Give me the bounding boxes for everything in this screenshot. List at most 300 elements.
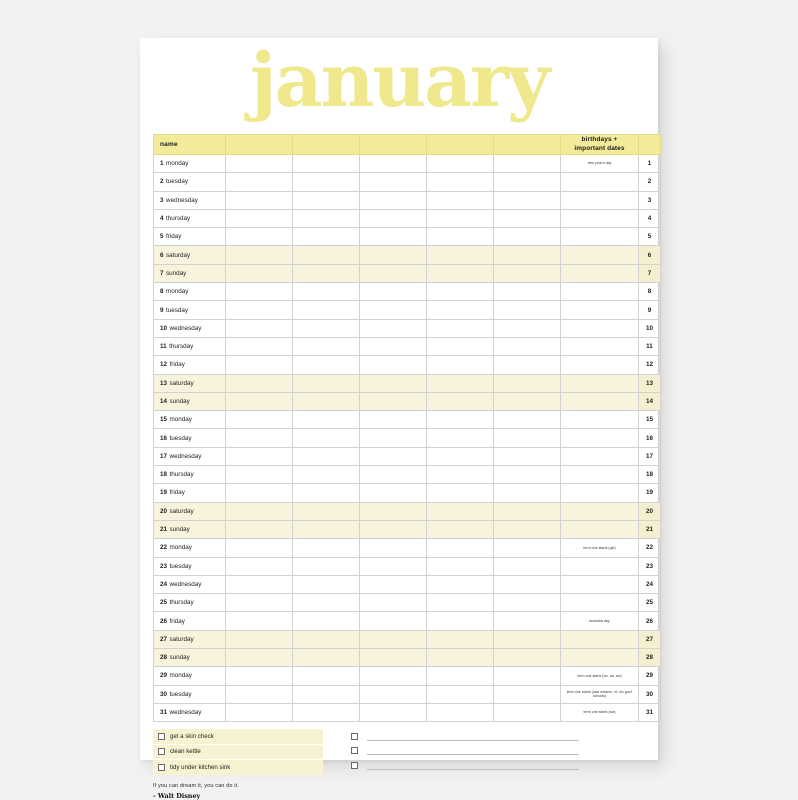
blank-entry-cell[interactable] (360, 502, 427, 520)
blank-entry-cell[interactable] (427, 411, 494, 429)
blank-entry-cell[interactable] (226, 520, 293, 538)
day-number: 17 (160, 452, 168, 460)
blank-entry-cell[interactable] (360, 594, 427, 612)
day-name: tuesday (166, 178, 189, 186)
table-row (154, 283, 661, 301)
checklist-item[interactable] (153, 729, 323, 744)
day-cell[interactable] (154, 685, 226, 703)
table-row (154, 557, 661, 575)
blank-entry-cell[interactable] (226, 374, 293, 392)
blank-entry-cell[interactable] (427, 155, 494, 173)
blank-entry-cell[interactable] (226, 484, 293, 502)
day-name: tuesday (169, 562, 192, 570)
day-cell[interactable] (154, 392, 226, 410)
blank-entry-cell[interactable] (360, 392, 427, 410)
row-day-number: 15 (639, 411, 661, 429)
blank-entry-cell[interactable] (226, 264, 293, 282)
blank-entry-cell[interactable] (293, 191, 360, 209)
blank-entry-cell[interactable] (494, 228, 561, 246)
day-number: 18 (160, 471, 168, 479)
day-number: 28 (160, 654, 168, 662)
blank-entry-cell[interactable] (226, 502, 293, 520)
blank-entry-cell[interactable] (427, 703, 494, 721)
day-name: thursday (166, 215, 191, 223)
blank-entry-cell[interactable] (360, 155, 427, 173)
blank-entry-cell[interactable] (494, 685, 561, 703)
blank-entry-cell[interactable] (494, 667, 561, 685)
blank-entry-cell[interactable] (494, 283, 561, 301)
quote-author: - Walt Disney (153, 792, 201, 800)
blank-entry-cell[interactable] (360, 685, 427, 703)
table-header-row (154, 135, 661, 155)
birthday-note-cell[interactable] (561, 356, 639, 374)
birthday-note-cell[interactable] (561, 246, 639, 264)
blank-entry-cell[interactable] (427, 337, 494, 355)
blank-entry-cell[interactable] (360, 466, 427, 484)
blank-entry-cell[interactable] (427, 612, 494, 630)
blank-entry-cell[interactable] (226, 703, 293, 721)
blank-entry-cell[interactable] (494, 520, 561, 538)
blank-entry-cell[interactable] (293, 557, 360, 575)
table-row (154, 191, 661, 209)
blank-entry-cell[interactable] (427, 429, 494, 447)
birthday-note-cell[interactable] (561, 630, 639, 648)
day-name: friday (169, 361, 185, 369)
blank-entry-cell[interactable] (226, 685, 293, 703)
blank-entry-cell[interactable] (360, 667, 427, 685)
blank-entry-cell[interactable] (494, 575, 561, 593)
birthday-note-cell[interactable]: term one starts (nsw eastern, nt, nic gov't schools) (561, 685, 639, 703)
blank-entry-cell[interactable] (360, 191, 427, 209)
day-name: thursday (169, 343, 194, 351)
blank-entry-cell[interactable] (494, 155, 561, 173)
day-name: tuesday (166, 306, 189, 314)
birthday-note-cell[interactable]: new year's day (561, 155, 639, 173)
row-day-number: 8 (639, 283, 661, 301)
blank-entry-cell[interactable] (360, 246, 427, 264)
blank-entry-cell[interactable] (360, 575, 427, 593)
blank-entry-cell[interactable] (360, 429, 427, 447)
birthday-note-cell[interactable] (561, 209, 639, 227)
blank-entry-cell[interactable] (360, 539, 427, 557)
blank-entry-cell[interactable] (494, 447, 561, 465)
blank-entry-cell[interactable] (494, 594, 561, 612)
blank-entry-cell[interactable] (360, 356, 427, 374)
day-cell[interactable] (154, 374, 226, 392)
checklist-item[interactable] (153, 744, 323, 760)
blank-entry-cell[interactable] (226, 466, 293, 484)
blank-entry-cell[interactable] (360, 484, 427, 502)
blank-entry-cell[interactable] (226, 155, 293, 173)
blank-entry-cell[interactable] (293, 356, 360, 374)
blank-entry-cell[interactable] (360, 630, 427, 648)
birthday-note-cell[interactable] (561, 337, 639, 355)
day-cell[interactable] (154, 411, 226, 429)
blank-entry-cell[interactable] (226, 667, 293, 685)
blank-entry-cell[interactable] (293, 502, 360, 520)
checkbox-icon[interactable] (351, 747, 358, 754)
blank-entry-cell[interactable] (360, 173, 427, 191)
blank-entry-cell[interactable] (360, 703, 427, 721)
birthday-note-cell[interactable] (561, 319, 639, 337)
day-number: 12 (160, 361, 168, 369)
column-header-blank-1 (226, 135, 293, 155)
day-name: saturday (169, 507, 194, 515)
day-cell[interactable] (154, 630, 226, 648)
day-number: 23 (160, 562, 168, 570)
day-cell[interactable] (154, 209, 226, 227)
blank-entry-cell[interactable] (360, 337, 427, 355)
blank-entry-cell[interactable] (226, 612, 293, 630)
blank-entry-cell[interactable] (226, 356, 293, 374)
blank-entry-cell[interactable] (427, 667, 494, 685)
blank-entry-cell[interactable] (494, 411, 561, 429)
blank-entry-cell[interactable] (360, 557, 427, 575)
blank-entry-cell[interactable] (427, 575, 494, 593)
blank-entry-cell[interactable] (494, 557, 561, 575)
table-row (154, 466, 661, 484)
blank-entry-cell[interactable] (226, 173, 293, 191)
blank-entry-cell[interactable] (293, 667, 360, 685)
birthday-note-cell[interactable] (561, 520, 639, 538)
blank-entry-cell[interactable] (494, 337, 561, 355)
birthday-note-cell[interactable] (561, 374, 639, 392)
blank-entry-cell[interactable] (293, 301, 360, 319)
blank-entry-cell[interactable] (427, 539, 494, 557)
day-name: friday (169, 489, 185, 497)
birthday-note-cell[interactable] (561, 264, 639, 282)
blank-entry-cell[interactable] (293, 155, 360, 173)
blank-entry-cell[interactable] (293, 484, 360, 502)
checkbox-icon[interactable] (158, 748, 165, 755)
day-cell[interactable] (154, 337, 226, 355)
blank-entry-cell[interactable] (293, 411, 360, 429)
blank-entry-cell[interactable] (293, 575, 360, 593)
day-cell[interactable] (154, 429, 226, 447)
blank-entry-cell[interactable] (494, 301, 561, 319)
blank-entry-cell[interactable] (427, 209, 494, 227)
birthday-note-cell[interactable] (561, 228, 639, 246)
row-day-number: 2 (639, 173, 661, 191)
blank-entry-cell[interactable] (226, 539, 293, 557)
birthday-note-cell[interactable] (561, 411, 639, 429)
birthday-note-cell[interactable] (561, 649, 639, 667)
day-cell[interactable] (154, 301, 226, 319)
blank-entry-cell[interactable] (293, 703, 360, 721)
row-day-number: 23 (639, 557, 661, 575)
day-cell[interactable] (154, 173, 226, 191)
blank-entry-cell[interactable] (427, 594, 494, 612)
day-cell[interactable] (154, 703, 226, 721)
blank-entry-cell[interactable] (427, 649, 494, 667)
day-cell[interactable] (154, 612, 226, 630)
blank-entry-cell[interactable] (293, 319, 360, 337)
blank-entry-cell[interactable] (226, 228, 293, 246)
birthday-note-cell[interactable] (561, 557, 639, 575)
blank-entry-cell[interactable] (226, 575, 293, 593)
blank-entry-cell[interactable] (494, 630, 561, 648)
day-cell[interactable] (154, 319, 226, 337)
blank-entry-cell[interactable] (360, 520, 427, 538)
blank-entry-cell[interactable] (494, 649, 561, 667)
birthday-note-cell[interactable] (561, 191, 639, 209)
day-cell[interactable] (154, 155, 226, 173)
blank-entry-cell[interactable] (427, 557, 494, 575)
blank-entry-cell[interactable] (293, 209, 360, 227)
blank-entry-cell[interactable] (293, 429, 360, 447)
blank-entry-cell[interactable] (293, 447, 360, 465)
day-name: monday (169, 544, 192, 552)
blank-entry-cell[interactable] (293, 392, 360, 410)
blank-entry-cell[interactable] (293, 520, 360, 538)
row-day-number: 12 (639, 356, 661, 374)
blank-entry-cell[interactable] (427, 319, 494, 337)
blank-entry-cell[interactable] (494, 191, 561, 209)
day-number: 9 (160, 306, 164, 314)
row-day-number: 3 (639, 191, 661, 209)
day-number: 29 (160, 672, 168, 680)
blank-entry-cell[interactable] (226, 191, 293, 209)
column-header-blank-2 (293, 135, 360, 155)
day-name: monday (166, 288, 189, 296)
blank-entry-cell[interactable] (226, 411, 293, 429)
blank-entry-cell[interactable] (226, 319, 293, 337)
blank-entry-cell[interactable] (427, 685, 494, 703)
table-row (154, 411, 661, 429)
row-day-number: 30 (639, 685, 661, 703)
birthday-note-cell[interactable]: australia day (561, 612, 639, 630)
birthday-note-cell[interactable] (561, 173, 639, 191)
day-name: sunday (169, 526, 190, 534)
blank-entry-cell[interactable] (293, 173, 360, 191)
calendar-table (153, 134, 661, 722)
checkbox-icon[interactable] (158, 733, 165, 740)
birthday-note-cell[interactable] (561, 447, 639, 465)
blank-entry-cell[interactable] (226, 630, 293, 648)
table-row (154, 484, 661, 502)
day-number: 2 (160, 178, 164, 186)
day-cell[interactable] (154, 447, 226, 465)
birthday-note-cell[interactable] (561, 594, 639, 612)
checklist-item-blank[interactable] (349, 758, 579, 773)
day-name: wednesday (169, 709, 202, 717)
checklist-item[interactable] (153, 759, 323, 775)
blank-entry-cell[interactable] (494, 502, 561, 520)
birthday-note-cell[interactable]: term one starts (wa) (561, 703, 639, 721)
row-day-number: 31 (639, 703, 661, 721)
blank-entry-cell[interactable] (494, 703, 561, 721)
day-cell[interactable] (154, 466, 226, 484)
checklist-item-label: clean kettle (170, 748, 201, 756)
blank-entry-cell[interactable] (427, 173, 494, 191)
blank-entry-cell[interactable] (293, 337, 360, 355)
blank-entry-cell[interactable] (360, 649, 427, 667)
birthday-note-cell[interactable] (561, 466, 639, 484)
blank-entry-cell[interactable] (293, 466, 360, 484)
blank-entry-cell[interactable] (494, 466, 561, 484)
row-day-number: 7 (639, 264, 661, 282)
checklist-item-blank[interactable] (349, 729, 579, 744)
day-number: 4 (160, 215, 164, 223)
blank-entry-cell[interactable] (226, 246, 293, 264)
blank-entry-cell[interactable] (293, 246, 360, 264)
day-number: 22 (160, 544, 168, 552)
blank-entry-cell[interactable] (494, 484, 561, 502)
blank-entry-cell[interactable] (226, 283, 293, 301)
blank-entry-cell[interactable] (293, 264, 360, 282)
day-cell[interactable] (154, 539, 226, 557)
blank-entry-cell[interactable] (494, 264, 561, 282)
month-title: january (249, 38, 549, 124)
blank-entry-cell[interactable] (360, 319, 427, 337)
day-cell[interactable] (154, 264, 226, 282)
checklist-item-blank[interactable] (349, 744, 579, 759)
day-cell[interactable] (154, 246, 226, 264)
day-name: sunday (169, 654, 190, 662)
blank-entry-cell[interactable] (427, 301, 494, 319)
table-row (154, 319, 661, 337)
birthday-note-cell[interactable]: term one starts (vic, sa, act) (561, 667, 639, 685)
blank-entry-cell[interactable] (427, 484, 494, 502)
day-number: 10 (160, 324, 168, 332)
blank-entry-cell[interactable] (293, 283, 360, 301)
blank-entry-cell[interactable] (293, 228, 360, 246)
table-row (154, 594, 661, 612)
blank-entry-cell[interactable] (494, 392, 561, 410)
blank-entry-cell[interactable] (494, 356, 561, 374)
day-cell[interactable] (154, 484, 226, 502)
table-row (154, 228, 661, 246)
blank-entry-cell[interactable] (226, 209, 293, 227)
blank-entry-cell[interactable] (494, 246, 561, 264)
blank-entry-cell[interactable] (494, 429, 561, 447)
blank-entry-cell[interactable] (494, 539, 561, 557)
day-number: 31 (160, 709, 168, 717)
blank-entry-cell[interactable] (427, 356, 494, 374)
blank-entry-cell[interactable] (360, 228, 427, 246)
write-in-rule (367, 768, 579, 770)
day-number: 25 (160, 599, 168, 607)
blank-entry-cell[interactable] (360, 612, 427, 630)
day-cell[interactable] (154, 557, 226, 575)
checklist-column-right (349, 729, 579, 775)
table-row (154, 539, 661, 557)
blank-entry-cell[interactable] (427, 228, 494, 246)
blank-entry-cell[interactable] (293, 685, 360, 703)
blank-entry-cell[interactable] (293, 374, 360, 392)
blank-entry-cell[interactable] (360, 209, 427, 227)
blank-entry-cell[interactable] (427, 466, 494, 484)
blank-entry-cell[interactable] (293, 594, 360, 612)
table-row (154, 630, 661, 648)
blank-entry-cell[interactable] (293, 630, 360, 648)
birthday-note-cell[interactable] (561, 484, 639, 502)
blank-entry-cell[interactable] (427, 374, 494, 392)
blank-entry-cell[interactable] (360, 411, 427, 429)
row-day-number: 27 (639, 630, 661, 648)
row-day-number: 29 (639, 667, 661, 685)
blank-entry-cell[interactable] (427, 502, 494, 520)
blank-entry-cell[interactable] (427, 520, 494, 538)
checkbox-icon[interactable] (351, 733, 358, 740)
blank-entry-cell[interactable] (360, 447, 427, 465)
birthday-note-cell[interactable] (561, 429, 639, 447)
blank-entry-cell[interactable] (226, 649, 293, 667)
day-number: 15 (160, 416, 168, 424)
day-cell[interactable] (154, 191, 226, 209)
blank-entry-cell[interactable] (226, 594, 293, 612)
day-number: 8 (160, 288, 164, 296)
day-cell[interactable] (154, 502, 226, 520)
birthday-note-cell[interactable] (561, 502, 639, 520)
column-header-blank-3 (360, 135, 427, 155)
blank-entry-cell[interactable] (360, 283, 427, 301)
row-day-number: 20 (639, 502, 661, 520)
blank-entry-cell[interactable] (494, 612, 561, 630)
birthday-note-cell[interactable] (561, 575, 639, 593)
birthday-note-cell[interactable] (561, 301, 639, 319)
blank-entry-cell[interactable] (427, 246, 494, 264)
blank-entry-cell[interactable] (494, 319, 561, 337)
birthday-note-cell[interactable]: term one starts (qld) (561, 539, 639, 557)
day-cell[interactable] (154, 649, 226, 667)
day-name: monday (169, 416, 192, 424)
birthday-note-cell[interactable] (561, 283, 639, 301)
day-cell[interactable] (154, 228, 226, 246)
table-row (154, 447, 661, 465)
blank-entry-cell[interactable] (427, 392, 494, 410)
blank-entry-cell[interactable] (360, 374, 427, 392)
blank-entry-cell[interactable] (226, 557, 293, 575)
blank-entry-cell[interactable] (293, 649, 360, 667)
day-cell[interactable] (154, 575, 226, 593)
blank-entry-cell[interactable] (494, 173, 561, 191)
blank-entry-cell[interactable] (226, 337, 293, 355)
blank-entry-cell[interactable] (360, 301, 427, 319)
day-cell[interactable] (154, 520, 226, 538)
blank-entry-cell[interactable] (427, 191, 494, 209)
row-day-number: 18 (639, 466, 661, 484)
checklist-item-label: get a skin check (170, 732, 214, 740)
day-cell[interactable] (154, 594, 226, 612)
day-cell[interactable] (154, 356, 226, 374)
day-number: 27 (160, 635, 168, 643)
blank-entry-cell[interactable] (427, 630, 494, 648)
day-cell[interactable] (154, 283, 226, 301)
blank-entry-cell[interactable] (226, 301, 293, 319)
blank-entry-cell[interactable] (226, 429, 293, 447)
blank-entry-cell[interactable] (494, 209, 561, 227)
blank-entry-cell[interactable] (226, 447, 293, 465)
day-name: monday (166, 160, 189, 168)
blank-entry-cell[interactable] (494, 374, 561, 392)
blank-entry-cell[interactable] (427, 283, 494, 301)
blank-entry-cell[interactable] (360, 264, 427, 282)
day-cell[interactable] (154, 667, 226, 685)
day-number: 5 (160, 233, 164, 241)
row-day-number: 10 (639, 319, 661, 337)
day-number: 26 (160, 617, 168, 625)
blank-entry-cell[interactable] (427, 264, 494, 282)
blank-entry-cell[interactable] (293, 612, 360, 630)
blank-entry-cell[interactable] (293, 539, 360, 557)
blank-entry-cell[interactable] (226, 392, 293, 410)
blank-entry-cell[interactable] (427, 447, 494, 465)
day-number: 19 (160, 489, 168, 497)
birthday-note-cell[interactable] (561, 392, 639, 410)
checkbox-icon[interactable] (351, 762, 358, 769)
checkbox-icon[interactable] (158, 764, 165, 771)
